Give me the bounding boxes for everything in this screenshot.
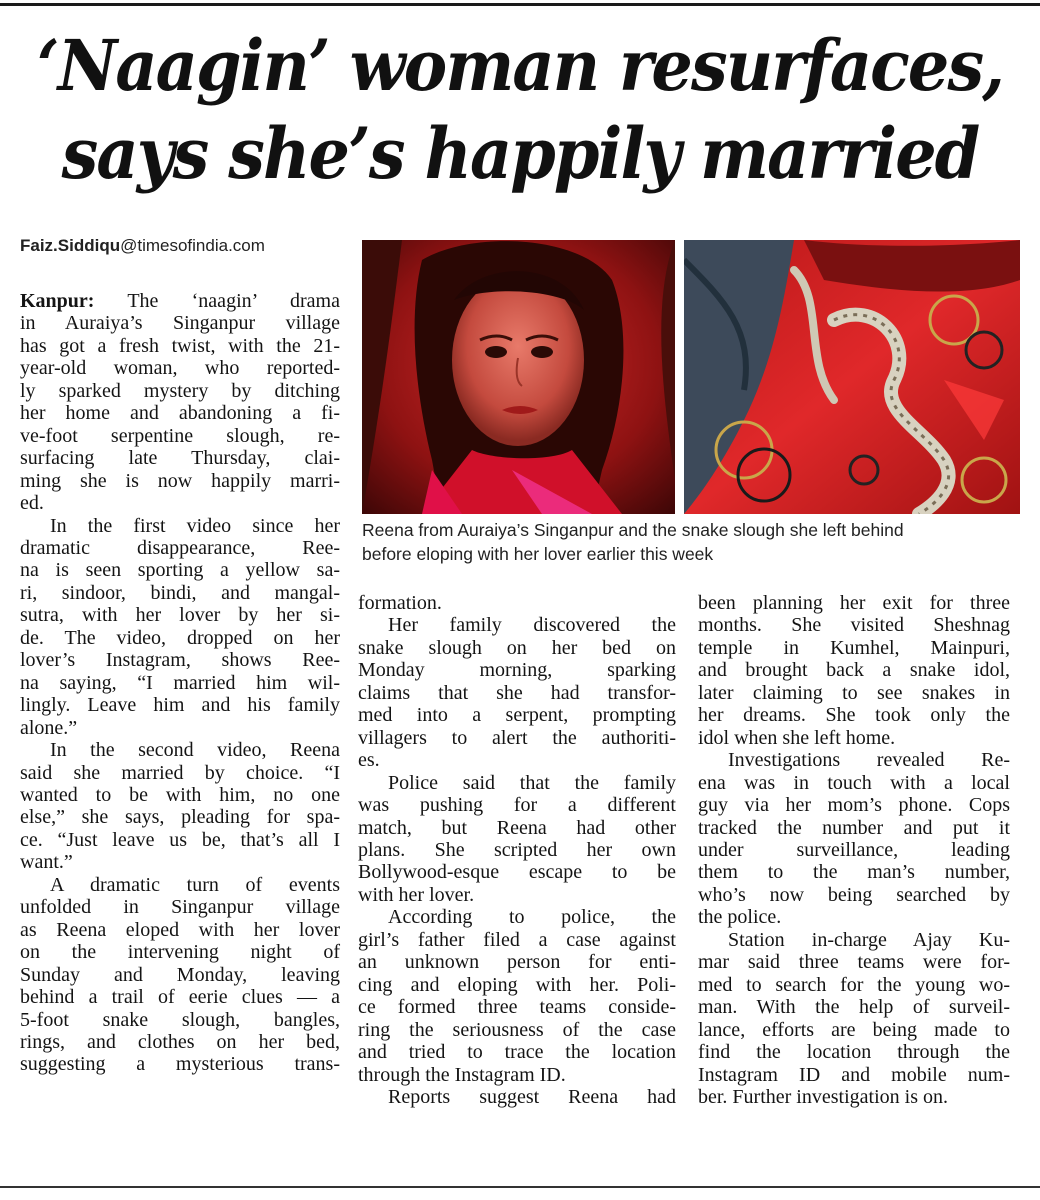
article-line: According to police, the	[388, 906, 676, 929]
article-line: said she married by choice. “I	[20, 761, 340, 784]
article-line: temple in Kumhel, Mainpuri,	[698, 636, 1010, 659]
dateline: Kanpur:	[20, 290, 95, 312]
article-line: de. The video, dropped on her	[20, 626, 340, 649]
article-line: idol when she left home.	[698, 726, 896, 749]
article-line: In the second video, Reena	[50, 739, 340, 762]
article-line: 5-foot snake slough, bangles,	[20, 1008, 340, 1031]
article-line: months. She visited Sheshnag	[698, 614, 1010, 637]
article-line: want.”	[20, 851, 73, 874]
article-line: tracked the number and put it	[698, 816, 1010, 839]
article-line: lance, efforts are being made to	[698, 1018, 1010, 1041]
article-column-2	[358, 592, 676, 1108]
article-line: Police said that the family	[388, 771, 676, 794]
article-line: find the location through the	[698, 1041, 1010, 1064]
article-line: later claiming to see snakes in	[698, 681, 1010, 704]
article-line: lover’s Instagram, shows Ree-	[20, 649, 340, 672]
photo-strip	[362, 240, 1022, 514]
article-line: through the Instagram ID.	[358, 1063, 566, 1086]
article-line: girl’s father filed a case against	[358, 928, 676, 951]
article-line: villagers to alert the authoriti-	[358, 726, 676, 749]
article-line: suggesting a mysterious trans-	[20, 1053, 340, 1076]
article-line: Instagram ID and mobile num-	[698, 1063, 1010, 1086]
article-line: them to the man’s number,	[698, 861, 1010, 884]
article-line: surfacing late Thursday, clai-	[20, 447, 340, 470]
article-first-line	[20, 290, 340, 312]
article-line: ve-foot serpentine slough, re-	[20, 424, 340, 447]
article-line: mar said three teams were for-	[698, 951, 1010, 974]
article-line: been planning her exit for three	[698, 592, 1010, 614]
article-line: with her lover.	[358, 883, 475, 906]
photo-reena-image	[362, 240, 675, 514]
article-line: has got a fresh twist, with the 21-	[20, 334, 340, 357]
article-line: unfolded in Singanpur village	[20, 896, 340, 919]
article-line: who’s now being searched by	[698, 883, 1010, 906]
headline-line-1: ‘Naagin’ woman resurfaces,	[36, 24, 1004, 107]
article-line: behind a trail of eerie clues — a	[20, 986, 340, 1009]
article-line: sutra, with her lover by her si-	[20, 604, 340, 627]
article-line: man. With the help of surveil-	[698, 996, 1010, 1019]
article-line: on the intervening night of	[20, 941, 340, 964]
article-line: claims that she had transfor-	[358, 681, 676, 704]
article-line: A dramatic turn of events	[50, 873, 340, 896]
article-line: under surveillance, leading	[698, 838, 1010, 861]
article-line: else,” she says, pleading for spa-	[20, 806, 340, 829]
article-line: was pushing for a different	[358, 794, 676, 817]
article-line: dramatic disappearance, Ree-	[20, 536, 340, 559]
article-line: med into a serpent, prompting	[358, 704, 676, 727]
article-line: in Auraiya’s Singanpur village	[20, 312, 340, 335]
article-line: The ‘naagin’ drama	[94, 290, 340, 312]
article-line: Investigations revealed Re-	[728, 749, 1010, 772]
bottom-rule	[0, 1186, 1040, 1188]
caption-line-2: before eloping with her lover earlier this week	[362, 544, 714, 564]
article-line: ly sparked mystery by ditching	[20, 379, 340, 402]
article-line: plans. She scripted her own	[358, 838, 676, 861]
article-line: Monday morning, sparking	[358, 659, 676, 682]
article-line: an unknown person for enti-	[358, 951, 676, 974]
top-rule	[0, 0, 1040, 14]
article-line: cing and eloping with her. Poli-	[358, 973, 676, 996]
article-line: rings, and clothes on her bed,	[20, 1030, 340, 1053]
article-line: Station in-charge Ajay Ku-	[728, 928, 1010, 951]
article-line: lingly. Leave him and his family	[20, 694, 340, 717]
headline	[36, 22, 1003, 198]
article-line: year-old woman, who reported-	[20, 357, 340, 380]
article-line: wanted to be with him, no one	[20, 783, 340, 806]
article-line: Sunday and Monday, leaving	[20, 963, 340, 986]
article-line: ce formed three teams conside-	[358, 996, 676, 1019]
article-line: snake slough on her bed on	[358, 636, 676, 659]
photo-caption	[362, 518, 1032, 566]
article-line: and brought back a snake idol,	[698, 659, 1010, 682]
article-column-3	[698, 592, 1010, 1108]
article-line: ring the seriousness of the case	[358, 1018, 676, 1041]
article-line: formation.	[358, 592, 442, 614]
article-column-1	[20, 290, 340, 1076]
article-line: na is seen sporting a yellow sa-	[20, 559, 340, 582]
article-line: In the first video since her	[50, 514, 340, 537]
byline-name: Faiz.Siddiqu	[20, 236, 121, 255]
byline	[20, 236, 265, 256]
article-line: med to search for the young wo-	[698, 973, 1010, 996]
photo-snake-slough-image	[684, 240, 1020, 514]
article-line: the police.	[698, 906, 782, 929]
article-line: ed.	[20, 492, 44, 515]
article-line: ena was in touch with a local	[698, 771, 1010, 794]
article-line: guy via her mom’s phone. Cops	[698, 794, 1010, 817]
article-line: Her family discovered the	[388, 614, 676, 637]
caption-line-1: Reena from Auraiya’s Singanpur and the snake slough she left behind	[362, 520, 904, 540]
article-line: match, but Reena had other	[358, 816, 676, 839]
article-line: Bollywood-esque escape to be	[358, 861, 676, 884]
article-line: ber. Further investigation is on.	[698, 1085, 948, 1108]
photo-snake-slough	[684, 240, 1020, 514]
photo-reena	[362, 240, 675, 514]
article-line: es.	[358, 749, 380, 772]
article-line: her dreams. She took only the	[698, 704, 1010, 727]
article-line: as Reena eloped with her lover	[20, 918, 340, 941]
headline-line-2: says she’s happily married	[61, 112, 979, 195]
article-line: her home and abandoning a fi-	[20, 402, 340, 425]
article-line: ming she is now happily marri-	[20, 469, 340, 492]
article-line: ri, sindoor, bindi, and mangal-	[20, 581, 340, 604]
article-line: alone.”	[20, 716, 78, 739]
byline-domain: @timesofindia.com	[120, 236, 265, 255]
article-line: and tried to trace the location	[358, 1041, 676, 1064]
article-line: ce. “Just leave us be, that’s all I	[20, 828, 340, 851]
article-line: Reports suggest Reena had	[388, 1085, 676, 1108]
article-line: na saying, “I married him wil-	[20, 671, 340, 694]
